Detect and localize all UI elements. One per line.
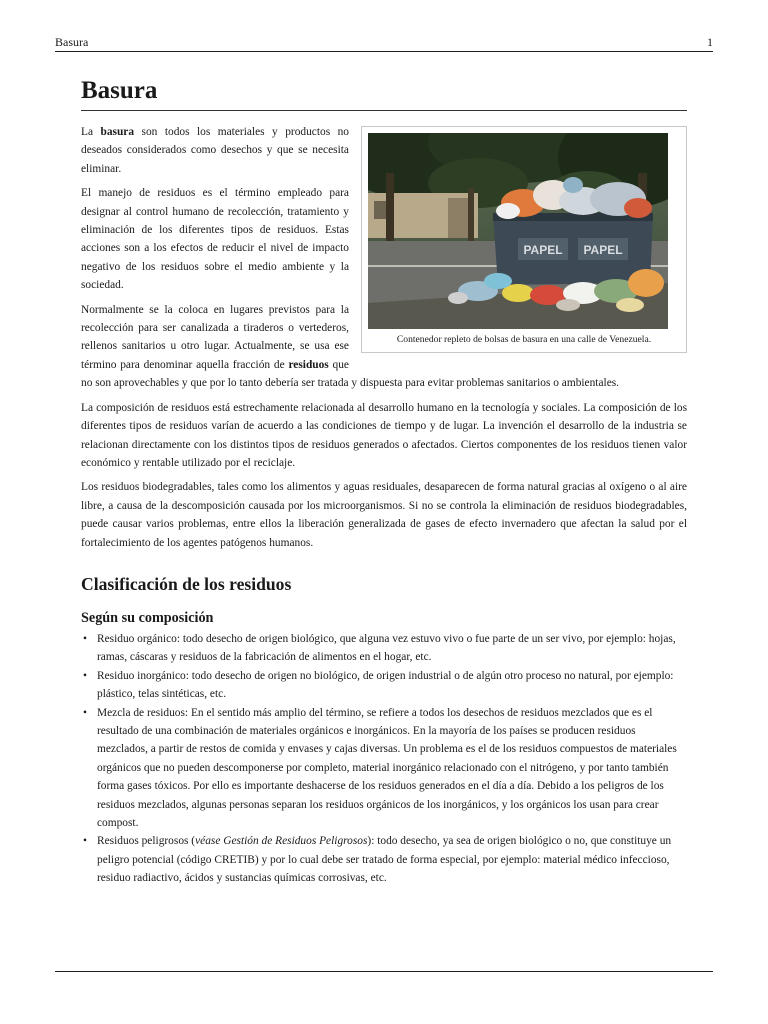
- footer-rule: [55, 971, 713, 972]
- list-item: • Residuos peligrosos (véase Gestión de Residuos Peligrosos): todo desecho, ya sea de origen biológico o no, que constituye un peligro potencial (código CRETIB) y por lo cual debe ser tratado de forma especial, por ejemplo: material médico infeccioso, residuo radiactivo, ácidos y sustancias químicas corrosivas, etc.: [81, 832, 687, 887]
- subsection-heading: Según su composición: [81, 609, 214, 626]
- figure: [361, 126, 687, 353]
- running-header: [55, 35, 713, 52]
- article-title: Basura: [81, 76, 687, 111]
- intro-paragraph-5: Los residuos biodegradables, tales como los alimentos y aguas residuales, desaparecen de forma natural gracias al oxígeno o al aire libre, a causa de la descomposición causada por los microorganismos. Si no se controla la eliminación de residuos biodegradables, puede causar varios problemas, entre ellos la liberación generalizada de gases de efecto invernadero que afectan la salud por el fortalecimiento de los agentes patógenos humanos.: [81, 481, 687, 549]
- list-item: • Residuo inorgánico: todo desecho de origen no biológico, de origen industrial o de algún otro proceso no natural, por ejemplo: plástico, telas sintéticas, etc.: [81, 667, 687, 704]
- container-label-right: PAPEL: [583, 243, 623, 257]
- list-item: • Residuo orgánico: todo desecho de origen biológico, que alguna vez estuvo vivo o fue parte de un ser vivo, por ejemplo: hojas, ramas, cáscaras y residuos de la fabricación de alimentos en el hogar, etc.: [81, 630, 687, 667]
- article-intro: [81, 123, 687, 552]
- intro-paragraph-2: El manejo de residuos es el término empleado para designar al control humano de recolección, tratamiento y eliminación de los diferentes tipos de residuos. Estas acciones son a los efectos de reducir el nivel de impacto negativo de los residuos sobre el medio ambiente y la sociedad.: [81, 187, 349, 292]
- figure-caption: Contenedor repleto de bolsas de basura en una calle de Venezuela.: [396, 334, 652, 345]
- page-number: 1: [707, 35, 713, 49]
- link-gestion-residuos-peligrosos[interactable]: véase Gestión de Residuos Peligrosos: [195, 835, 368, 848]
- article: [81, 76, 687, 888]
- container-label-left: PAPEL: [523, 243, 563, 257]
- list-item: • Mezcla de residuos: En el sentido más amplio del término, se refiere a todos los desechos de residuos mezclados que es el resultado de una combinación de materiales orgánicos e inorgánicos. En la mayoría de los países se producen residuos mezclados, a partir de restos de comida y envases y cajas diversas. Un problema es el de los residuos compuestos de materiales orgánicos que no pueden descomponerse por completo, material inorgánico relacionado con el nitrógeno, y por tanto también forma gases tóxicos. Por ello es importante deshacerse de los residuos generados en el día a día. Debido a los peligros de los residuos mezclados, algunas personas separan los residuos orgánicos de los inorgánicos, y los orgánicos los usan para crear compost.: [81, 704, 687, 833]
- term-basura: basura: [100, 126, 135, 138]
- section-heading: Clasificación de los residuos: [81, 573, 292, 594]
- intro-paragraph-3: Normalmente se la coloca en lugares previstos para la recolección para ser canalizada a tiraderos o vertederos, rellenos sanitarios u otro lugar. Actualmente, se usa ese término para denominar aquella fracción de residuos que no son aprovechables y que por lo tanto debería ser tratada y dispuesta para evitar problemas sanitarios o ambientales.: [81, 303, 620, 390]
- running-header-title: Basura: [55, 35, 89, 49]
- intro-paragraph-1: La basura son todos los materiales y productos no deseados considerados como desechos y que se necesita eliminar.: [81, 126, 349, 175]
- garbage-container-photo: [368, 133, 668, 329]
- intro-paragraph-4: La composición de residuos está estrechamente relacionada al desarrollo humano en la tecnología y sociales. La composición de los diferentes tipos de residuos varían de acuerdo a las condiciones de tiempo y de lugar. La invención el desarrollo de la industria se relacionan directamente con los distintos tipos de residuos generados o afectados. Ciertos componentes de los residuos tienen valor económico y rentable utilizado por el reciclaje.: [81, 401, 687, 469]
- term-residuos: residuos: [288, 358, 329, 371]
- residue-type-list: [81, 630, 687, 888]
